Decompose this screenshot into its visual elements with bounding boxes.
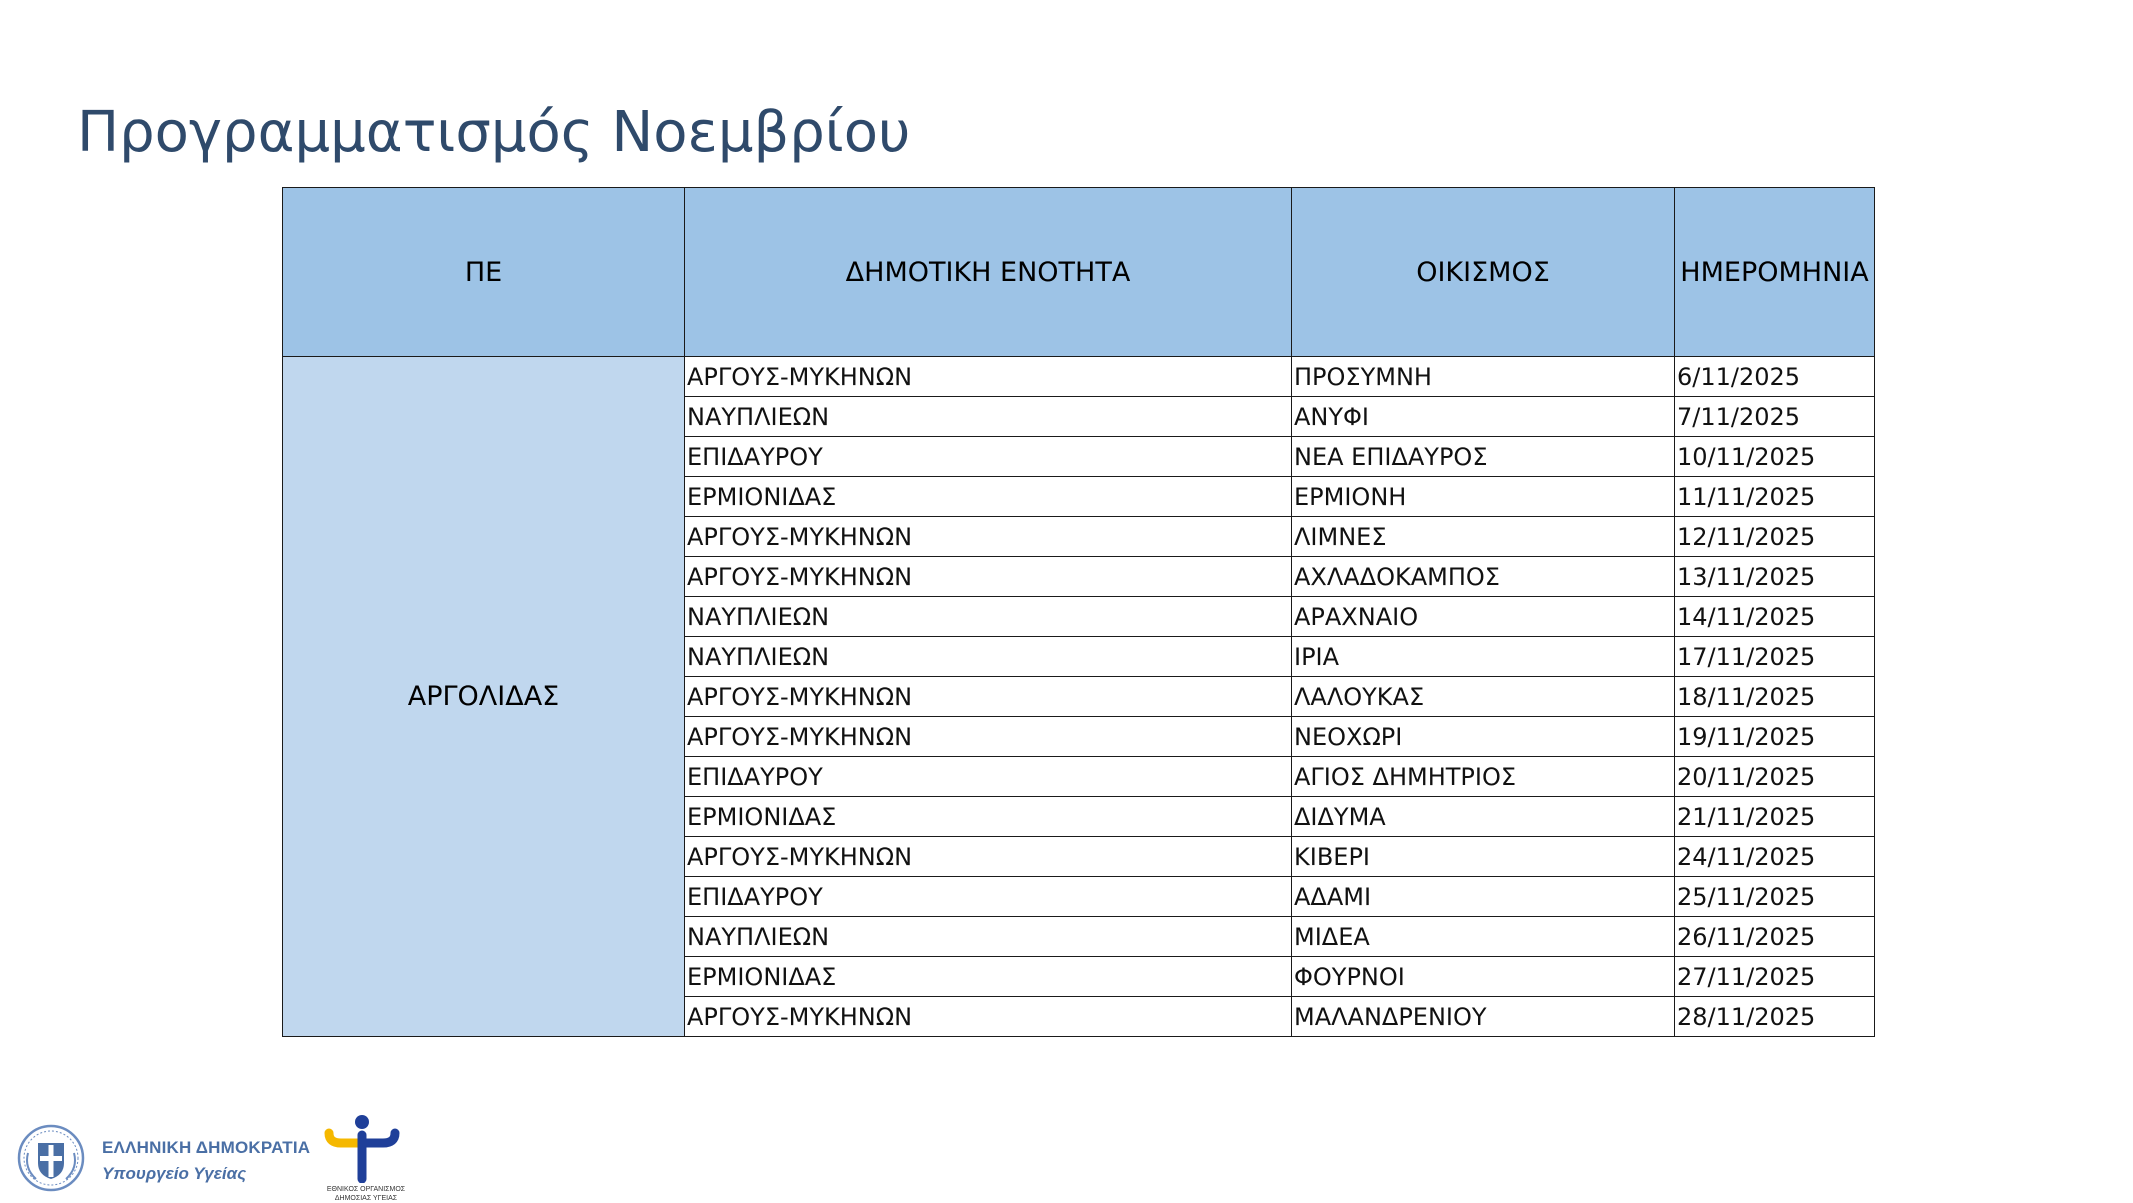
municipal-unit-cell: ΝΑΥΠΛΙΕΩΝ bbox=[685, 637, 1292, 677]
ministry-line-republic: ΕΛΛΗΝΙΚΗ ΔΗΜΟΚΡΑΤΙΑ bbox=[102, 1138, 311, 1157]
municipal-unit-cell: ΕΡΜΙΟΝΙΔΑΣ bbox=[685, 477, 1292, 517]
municipal-unit-cell: ΕΡΜΙΟΝΙΔΑΣ bbox=[685, 797, 1292, 837]
date-cell: 26/11/2025 bbox=[1675, 917, 1875, 957]
municipal-unit-cell: ΑΡΓΟΥΣ-ΜΥΚΗΝΩΝ bbox=[685, 357, 1292, 397]
municipal-unit-cell: ΝΑΥΠΛΙΕΩΝ bbox=[685, 597, 1292, 637]
municipal-unit-cell: ΝΑΥΠΛΙΕΩΝ bbox=[685, 397, 1292, 437]
settlement-cell: ΑΝΥΦΙ bbox=[1292, 397, 1675, 437]
settlement-cell: ΔΙΔΥΜΑ bbox=[1292, 797, 1675, 837]
table-row bbox=[283, 357, 1875, 397]
settlement-cell: ΚΙΒΕΡΙ bbox=[1292, 837, 1675, 877]
date-cell: 27/11/2025 bbox=[1675, 957, 1875, 997]
date-cell: 11/11/2025 bbox=[1675, 477, 1875, 517]
date-cell: 20/11/2025 bbox=[1675, 757, 1875, 797]
settlement-cell: ΜΙΔΕΑ bbox=[1292, 917, 1675, 957]
municipal-unit-cell: ΑΡΓΟΥΣ-ΜΥΚΗΝΩΝ bbox=[685, 837, 1292, 877]
municipal-unit-cell: ΕΠΙΔΑΥΡΟΥ bbox=[685, 437, 1292, 477]
municipal-unit-cell: ΕΠΙΔΑΥΡΟΥ bbox=[685, 877, 1292, 917]
date-cell: 18/11/2025 bbox=[1675, 677, 1875, 717]
municipal-unit-cell: ΕΠΙΔΑΥΡΟΥ bbox=[685, 757, 1292, 797]
header-date: ΗΜΕΡΟΜΗΝΙΑ bbox=[1675, 188, 1875, 357]
settlement-cell: ΠΡΟΣΥΜΝΗ bbox=[1292, 357, 1675, 397]
settlement-cell: ΦΟΥΡΝΟΙ bbox=[1292, 957, 1675, 997]
date-cell: 7/11/2025 bbox=[1675, 397, 1875, 437]
date-cell: 14/11/2025 bbox=[1675, 597, 1875, 637]
schedule-table bbox=[282, 187, 1875, 1037]
municipal-unit-cell: ΑΡΓΟΥΣ-ΜΥΚΗΝΩΝ bbox=[685, 517, 1292, 557]
municipal-unit-cell: ΑΡΓΟΥΣ-ΜΥΚΗΝΩΝ bbox=[685, 997, 1292, 1037]
ministry-logo-text bbox=[102, 1138, 310, 1184]
table-body bbox=[283, 357, 1875, 1037]
settlement-cell: ΝΕΑ ΕΠΙΔΑΥΡΟΣ bbox=[1292, 437, 1675, 477]
settlement-cell: ΙΡΙΑ bbox=[1292, 637, 1675, 677]
greek-emblem-icon bbox=[16, 1123, 86, 1193]
municipal-unit-cell: ΝΑΥΠΛΙΕΩΝ bbox=[685, 917, 1292, 957]
municipal-unit-cell: ΑΡΓΟΥΣ-ΜΥΚΗΝΩΝ bbox=[685, 557, 1292, 597]
date-cell: 10/11/2025 bbox=[1675, 437, 1875, 477]
date-cell: 13/11/2025 bbox=[1675, 557, 1875, 597]
date-cell: 25/11/2025 bbox=[1675, 877, 1875, 917]
settlement-cell: ΜΑΛΑΝΔΡΕΝΙΟΥ bbox=[1292, 997, 1675, 1037]
settlement-cell: ΕΡΜΙΟΝΗ bbox=[1292, 477, 1675, 517]
header-municipal-unit: ΔΗΜΟΤΙΚΗ ΕΝΟΤΗΤΑ bbox=[685, 188, 1292, 357]
municipal-unit-cell: ΕΡΜΙΟΝΙΔΑΣ bbox=[685, 957, 1292, 997]
date-cell: 6/11/2025 bbox=[1675, 357, 1875, 397]
settlement-cell: ΑΓΙΟΣ ΔΗΜΗΤΡΙΟΣ bbox=[1292, 757, 1675, 797]
date-cell: 17/11/2025 bbox=[1675, 637, 1875, 677]
settlement-cell: ΛΑΛΟΥΚΑΣ bbox=[1292, 677, 1675, 717]
municipal-unit-cell: ΑΡΓΟΥΣ-ΜΥΚΗΝΩΝ bbox=[685, 717, 1292, 757]
table-header-row bbox=[283, 188, 1875, 357]
page-title: Προγραμματισμός Νοεμβρίου bbox=[77, 99, 911, 165]
region-cell: ΑΡΓΟΛΙΔΑΣ bbox=[283, 357, 685, 1037]
eody-caption: ΕΘΝΙΚΟΣ ΟΡΓΑΝΙΣΜΟΣ ΔΗΜΟΣΙΑΣ ΥΓΕΙΑΣ bbox=[326, 1186, 406, 1202]
date-cell: 19/11/2025 bbox=[1675, 717, 1875, 757]
ministry-line-health: Υπουργείο Υγείας bbox=[102, 1164, 247, 1183]
date-cell: 21/11/2025 bbox=[1675, 797, 1875, 837]
header-settlement: ΟΙΚΙΣΜΟΣ bbox=[1292, 188, 1675, 357]
date-cell: 24/11/2025 bbox=[1675, 837, 1875, 877]
settlement-cell: ΑΧΛΑΔΟΚΑΜΠΟΣ bbox=[1292, 557, 1675, 597]
settlement-cell: ΝΕΟΧΩΡΙ bbox=[1292, 717, 1675, 757]
eody-logo-icon bbox=[321, 1113, 411, 1183]
date-cell: 28/11/2025 bbox=[1675, 997, 1875, 1037]
settlement-cell: ΛΙΜΝΕΣ bbox=[1292, 517, 1675, 557]
header-regional-unit: ΠΕ bbox=[283, 188, 685, 357]
municipal-unit-cell: ΑΡΓΟΥΣ-ΜΥΚΗΝΩΝ bbox=[685, 677, 1292, 717]
settlement-cell: ΑΔΑΜΙ bbox=[1292, 877, 1675, 917]
settlement-cell: ΑΡΑΧΝΑΙΟ bbox=[1292, 597, 1675, 637]
date-cell: 12/11/2025 bbox=[1675, 517, 1875, 557]
